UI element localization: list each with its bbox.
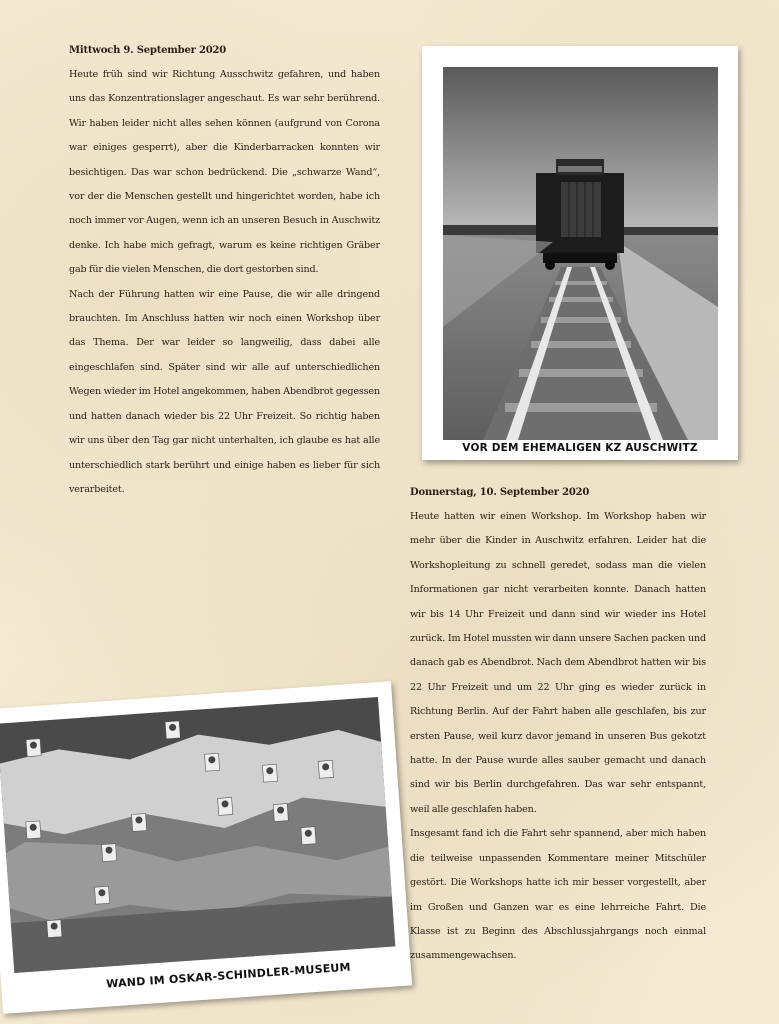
- entry-title: Donnerstag, 10. September 2020: [410, 487, 590, 498]
- diary-entry-thursday: [410, 487, 706, 969]
- entry-paragraph: Heute hatten wir einen Workshop. Im Workshop haben wir mehr über die Kinder in Auschwitz erfahren. Leider hat die Workshopleitung zu schnell geredet, sodass man die vielen Informationen gar nicht verarbeiten konnte. Danach hatten wir bis 14 Uhr Freizeit und dann sind wir wieder ins Hotel zurück. Im Hotel mussten wir dann unsere Sachen packen und danach gab es Abendbrot. Nach dem Abendbrot hatten wir bis 22 Uhr Freizeit und um 22 Uhr ging es wieder zurück in Richtung Berlin. Auf der Fahrt haben alle geschlafen, bis zur ersten Pause, weil kurz davor jemand in unseren Bus gekotzt hatte. In der Pause wurde alles sauber gemacht und danach sind wir bis Berlin durchgefahren. Das war sehr entspannt, weil alle geschlafen haben.: [410, 511, 706, 815]
- photo-caption: WAND IM OSKAR-SCHINDLER-MUSEUM: [105, 960, 352, 991]
- photo-schindler-wall: [0, 681, 412, 1014]
- photo-auschwitz-railway: [422, 46, 738, 460]
- photo-caption: VOR DEM EHEMALIGEN KZ AUSCHWITZ: [462, 442, 698, 454]
- entry-body: [410, 505, 706, 969]
- entry-body: [69, 63, 380, 502]
- museum-wall-image: [0, 697, 395, 973]
- diary-entry-wednesday: [69, 45, 380, 502]
- entry-paragraph: Nach der Führung hatten wir eine Pause, die wir alle dringend brauchten. Im Anschluss hatten wir noch einen Workshop über das Thema. Der war leider so langweilig, dass dabei alle eingeschlafen sind. Später sind wir alle auf unterschiedlichen Wegen wieder im Hotel angekommen, haben Abendbrot gegessen und hatten danach wieder bis 22 Uhr Freizeit. So richtig haben wir uns über den Tag gar nicht unterhalten, ich glaube es hat alle unterschiedlich stark berührt und einige haben es lieber für sich verarbeitet.: [69, 288, 380, 495]
- railway-wagon-image: [443, 67, 718, 440]
- entry-paragraph: Insgesamt fand ich die Fahrt sehr spannend, aber mich haben die teilweise unpassenden Kommentare meiner Mitschüler gestört. Die Workshops hatte ich mir besser vorgestellt, aber im Großen und Ganzen war es eine lehrreiche Fahrt. Die Klasse ist zu Beginn des Abschlussjahrgangs noch einmal zusammengewachsen.: [410, 828, 706, 962]
- entry-paragraph: Heute früh sind wir Richtung Ausschwitz gefahren, und haben uns das Konzentrationslager angeschaut. Es war sehr berührend. Wir haben leider nicht alles sehen können (aufgrund von Corona war einiges gesperrt), aber die Kinderbarracken konnten wir besichtigen. Das war schon bedrückend. Die „schwarze Wand“, vor der die Menschen gestellt und hingerichtet worden, habe ich noch immer vor Augen, wenn ich an unseren Besuch in Auschwitz denke. Ich habe mich gefragt, warum es keine richtigen Gräber gab für die vielen Menschen, die dort gestorben sind.: [69, 69, 380, 276]
- entry-title: Mittwoch 9. September 2020: [69, 45, 227, 56]
